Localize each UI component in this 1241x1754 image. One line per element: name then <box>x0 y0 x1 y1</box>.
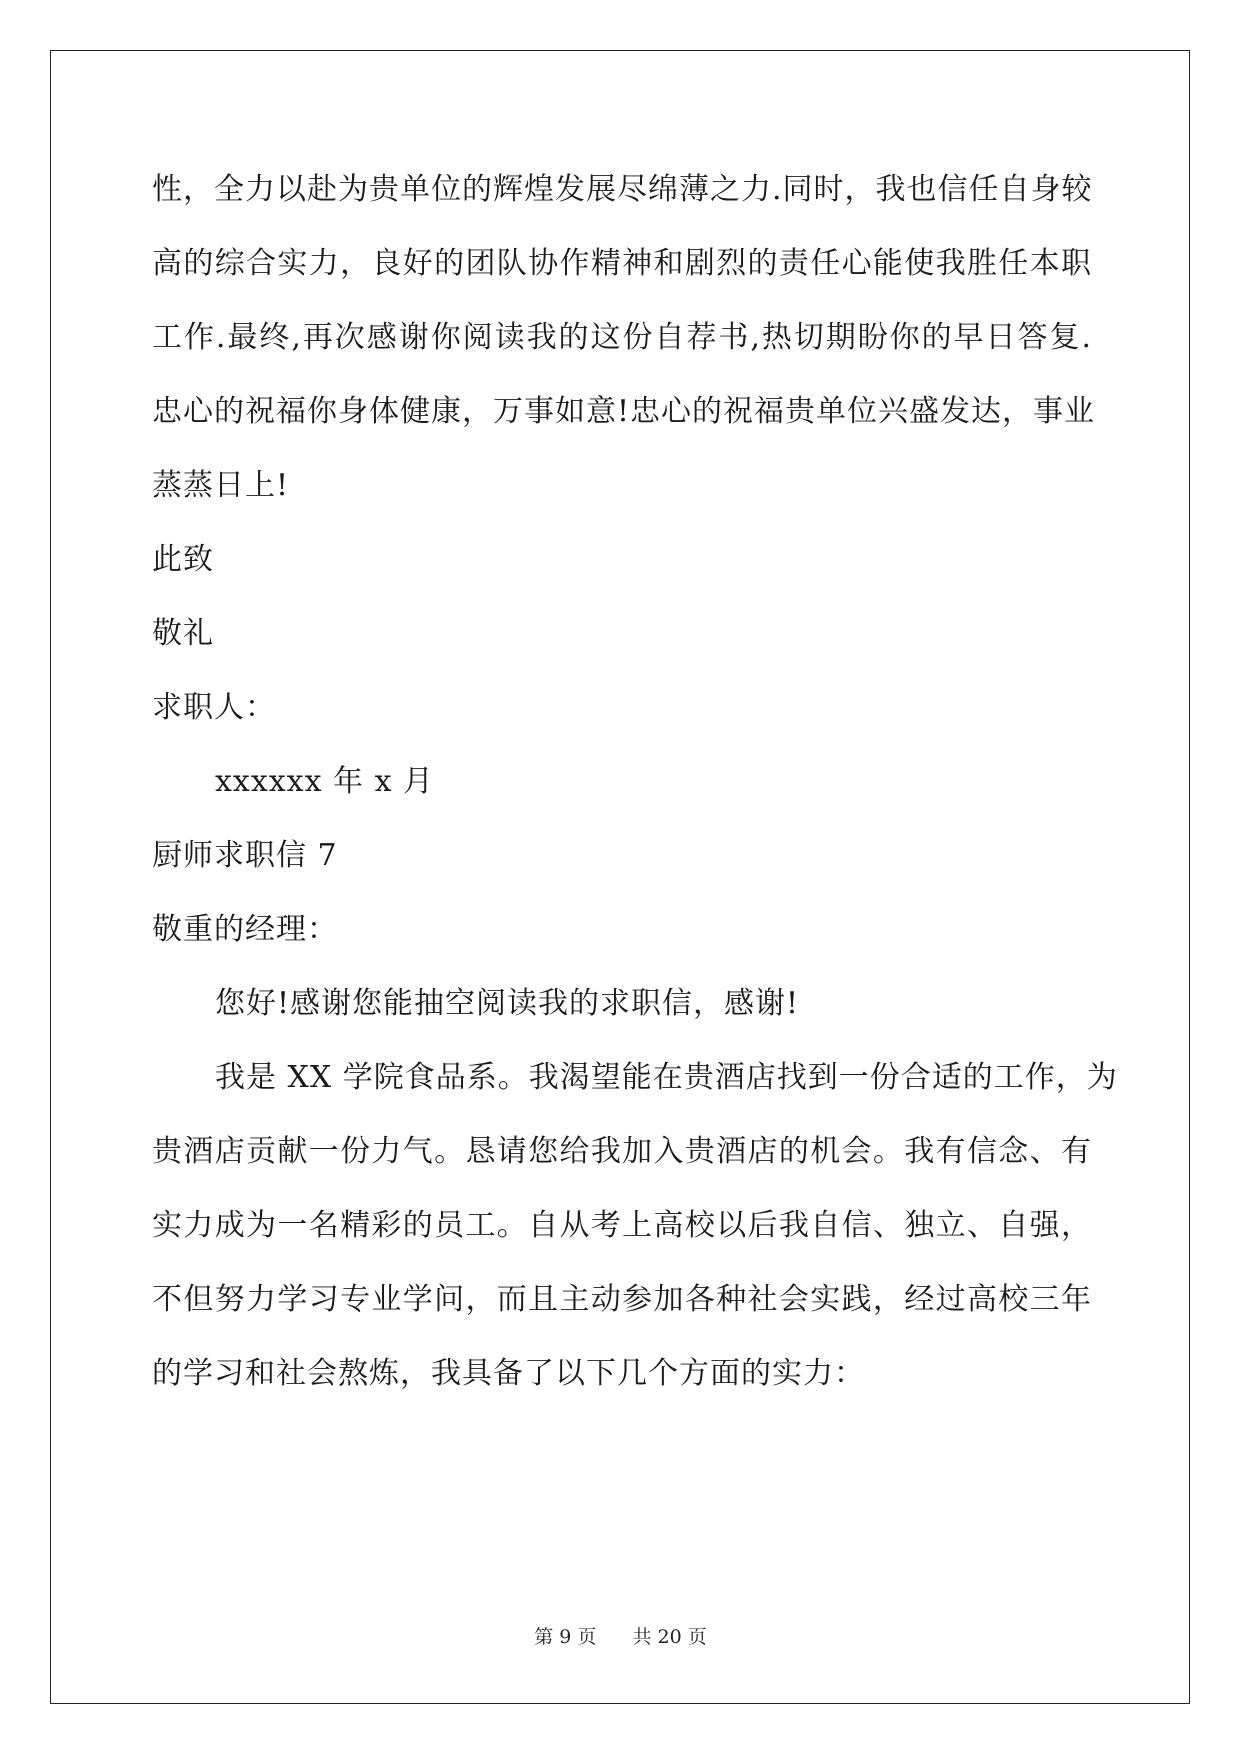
paragraph-line: 忠心的祝福你身体健康，万事如意!忠心的祝福贵单位兴盛发达，事业 <box>152 394 1096 429</box>
closing-regards: 敬礼 <box>152 616 214 651</box>
paragraph-line: 性，全力以赴为贵单位的辉煌发展尽绵薄之力.同时，我也信任自身较 <box>152 172 1093 207</box>
paragraph-line: 我是 XX 学院食品系。我渴望能在贵酒店找到一份合适的工作，为 <box>215 1060 1118 1095</box>
page-footer <box>0 1622 1241 1652</box>
paragraph-line: 工作.最终,再次感谢你阅读我的这份自荐书,热切期盼你的早日答复. <box>152 320 1092 355</box>
page-total: 共 20 页 <box>632 1626 707 1648</box>
letter-date: xxxxxx 年 x 月 <box>215 764 435 799</box>
applicant-signature-label: 求职人： <box>152 690 276 725</box>
paragraph-line: 高的综合实力，良好的团队协作精神和剧烈的责任心能使我胜任本职 <box>152 246 1092 281</box>
paragraph-line: 贵酒店贡献一份力气。恳请您给我加入贵酒店的机会。我有信念、有 <box>152 1134 1092 1169</box>
closing-salutation: 此致 <box>152 542 214 577</box>
letter-salutation: 敬重的经理： <box>152 912 338 947</box>
paragraph-line: 蒸蒸日上! <box>152 468 290 503</box>
paragraph-line: 不但努力学习专业学问，而且主动参加各种社会实践，经过高校三年 <box>152 1282 1092 1317</box>
page-number: 第 9 页 <box>534 1626 597 1648</box>
paragraph-line: 您好!感谢您能抽空阅读我的求职信，感谢! <box>215 986 800 1021</box>
section-heading: 厨师求职信 7 <box>152 838 338 873</box>
paragraph-line: 实力成为一名精彩的员工。自从考上高校以后我自信、独立、自强， <box>152 1208 1092 1243</box>
paragraph-line: 的学习和社会熬炼，我具备了以下几个方面的实力： <box>152 1356 865 1391</box>
